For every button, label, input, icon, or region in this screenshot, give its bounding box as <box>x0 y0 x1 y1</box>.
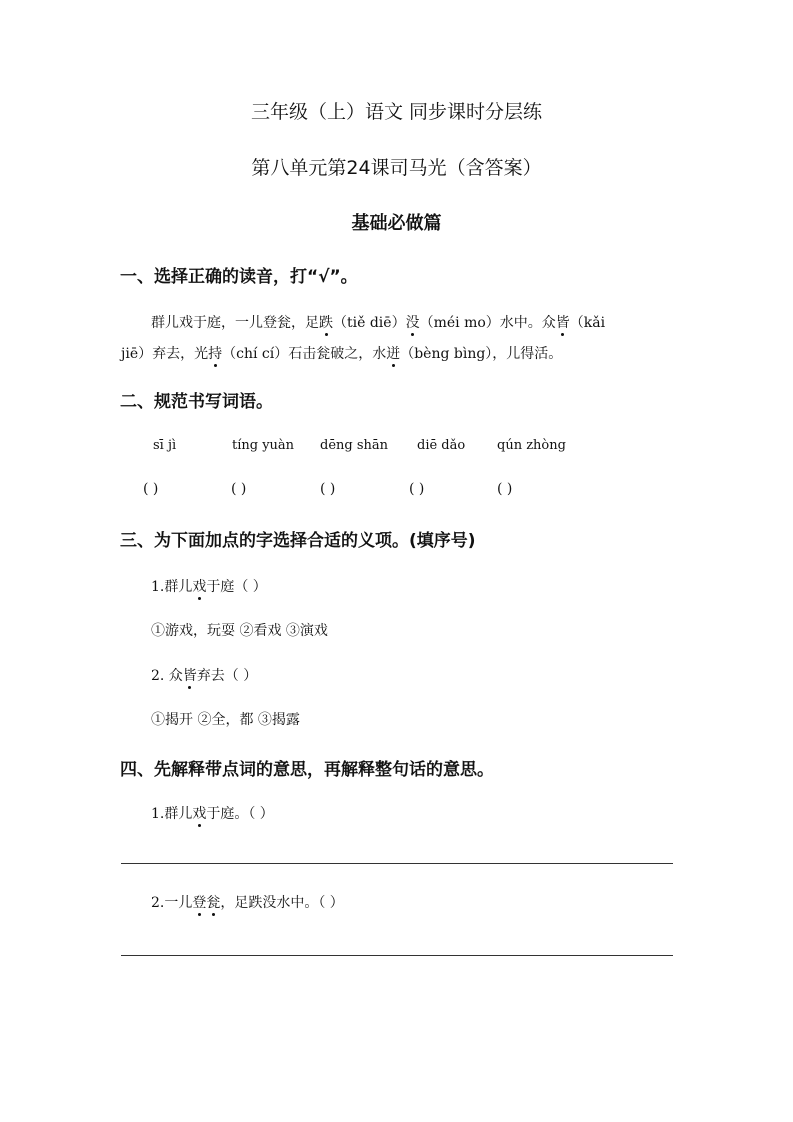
q4-item2-text-b[interactable]: ，足跌没水中。（ ） <box>220 895 344 911</box>
q2-pinyin-4: diē dǎo <box>417 438 466 453</box>
q4-answer-line-1[interactable] <box>121 863 673 864</box>
q1-passage-line2 <box>121 343 562 363</box>
q2-answer-blank-3[interactable]: ( ) <box>320 481 336 497</box>
q4-answer-line-2[interactable] <box>121 955 673 956</box>
q1-line2-text-b: （chí cí）石击瓮破之，水 <box>222 346 387 362</box>
q3-options-2: ①揭开 ②全，都 ③揭露 <box>151 712 300 728</box>
q4-item-1 <box>151 803 274 823</box>
q4-item2-dotted-char-deng: 登 <box>192 892 206 912</box>
q4-heading: 四、先解释带点词的意思，再解释整句话的意思。 <box>120 760 494 780</box>
q4-item1-dotted-char: 戏 <box>192 803 206 823</box>
q2-pinyin-5: qún zhòng <box>497 438 566 453</box>
q3-item1-dotted-char: 戏 <box>192 576 206 596</box>
q3-item1-text-b[interactable]: 于庭（ ） <box>206 579 267 595</box>
q3-item1-text-a: 1.群儿 <box>151 579 193 595</box>
q3-item-2 <box>151 665 257 685</box>
q1-dotted-char-jie: 皆 <box>556 312 570 332</box>
q1-passage-line1 <box>151 312 605 332</box>
q3-item2-dotted-char: 皆 <box>183 665 197 685</box>
q3-item2-text-a: 2. 众 <box>151 668 183 684</box>
q1-line1-text-b: （tiě diē） <box>333 315 406 331</box>
q2-pinyin-2: tíng yuàn <box>232 438 295 453</box>
q2-answer-blank-4[interactable]: ( ) <box>409 481 425 497</box>
q1-heading: 一、选择正确的读音，打“√”。 <box>120 267 358 287</box>
q1-dotted-char-beng: 迸 <box>386 343 400 363</box>
q3-item2-text-b[interactable]: 弃去（ ） <box>196 668 258 684</box>
q4-item1-text-a: 1.群儿 <box>151 806 193 822</box>
q1-dotted-char-die: 跌 <box>319 312 333 332</box>
q3-options-1: ①游戏，玩耍 ②看戏 ③演戏 <box>151 623 328 639</box>
q2-pinyin-1: sī jì <box>153 438 177 453</box>
q1-line2-text-a: jiē）弃去，光 <box>121 346 209 362</box>
section-title: 基础必做篇 <box>351 213 442 234</box>
q4-item2-dotted-char-weng: 瓮 <box>206 892 220 912</box>
q1-dotted-char-mei: 没 <box>406 312 420 332</box>
q1-line2-text-c: （bèng bìng），儿得活。 <box>400 346 563 362</box>
q2-heading: 二、规范书写词语。 <box>120 392 273 412</box>
q4-item-2 <box>151 892 344 912</box>
q2-answer-blank-2[interactable]: ( ) <box>231 481 247 497</box>
q3-item-1 <box>151 576 267 596</box>
q1-line1-text-a: 群儿戏于庭，一儿登瓮，足 <box>151 315 319 331</box>
q2-pinyin-3: dēng shān <box>320 438 389 453</box>
q1-line1-text-c: （méi mo）水中。众 <box>419 315 556 331</box>
q4-item1-text-b[interactable]: 于庭。（ ） <box>206 806 274 822</box>
q2-answer-blank-1[interactable]: ( ) <box>143 481 159 497</box>
q1-dotted-char-chi: 持 <box>208 343 222 363</box>
q2-answer-blank-5[interactable]: ( ) <box>497 481 513 497</box>
q3-heading: 三、为下面加点的字选择合适的义项。(填序号) <box>120 531 476 551</box>
document-subtitle: 第八单元第24课司马光（含答案） <box>251 157 542 179</box>
document-title: 三年级（上）语文 同步课时分层练 <box>250 101 543 123</box>
q1-line1-text-d: （kǎi <box>569 315 606 331</box>
q4-item2-text-a: 2.一儿 <box>151 895 193 911</box>
